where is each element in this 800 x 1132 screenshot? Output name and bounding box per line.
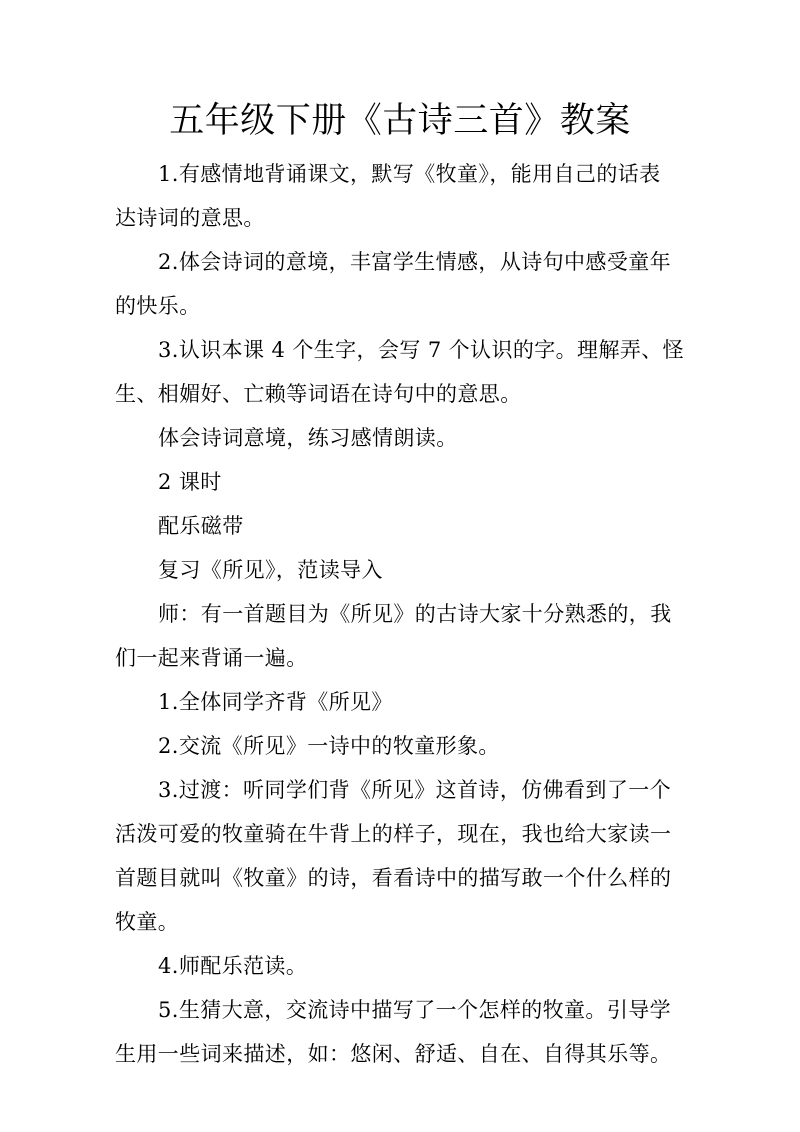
paragraph-objective-2 (115, 240, 685, 328)
paragraph-line: 配乐磁带 (158, 514, 244, 538)
paragraph-line: 牧童。 (115, 910, 180, 934)
document-body (115, 152, 685, 1076)
paragraph-line: 2 课时 (158, 470, 222, 494)
paragraph-step-5 (115, 988, 685, 1076)
paragraph-line: 们一起来背诵一遍。 (115, 646, 308, 670)
paragraph-line: 2.体会诗词的意境，丰富学生情感，从诗句中感受童年 (158, 250, 672, 274)
paragraph-step-1 (115, 680, 685, 724)
paragraph-line: 3.认识本课 4 个生字，会写 7 个认识的字。理解弄、怪 (158, 338, 685, 362)
paragraph-line: 活泼可爱的牧童骑在牛背上的样子，现在，我也给大家读一 (115, 822, 672, 846)
paragraph-line: 首题目就叫《牧童》的诗，看看诗中的描写敢一个什么样的 (115, 866, 672, 890)
paragraph-class-hours (115, 460, 685, 504)
page-title: 五年级下册《古诗三首》教案 (169, 101, 631, 141)
paragraph-step-2 (115, 724, 685, 768)
paragraph-line: 的快乐。 (115, 294, 201, 318)
paragraph-key-point (115, 416, 685, 460)
paragraph-materials (115, 504, 685, 548)
paragraph-line: 3.过渡：听同学们背《所见》这首诗，仿佛看到了一个 (158, 778, 672, 802)
paragraph-line: 1.有感情地背诵课文，默写《牧童》，能用自己的话表 (158, 162, 661, 186)
paragraph-line: 生用一些词来描述，如：悠闲、舒适、自在、自得其乐等。 (115, 1042, 672, 1066)
paragraph-teacher-intro (115, 592, 685, 680)
paragraph-objective-1 (115, 152, 685, 240)
paragraph-line: 5.生猜大意，交流诗中描写了一个怎样的牧童。引导学 (158, 998, 672, 1022)
paragraph-line: 生、相媚好、亡赖等词语在诗句中的意思。 (115, 382, 522, 406)
paragraph-line: 4.师配乐范读。 (158, 954, 308, 978)
paragraph-line: 达诗词的意思。 (115, 206, 265, 230)
paragraph-step-4 (115, 944, 685, 988)
paragraph-line: 复习《所见》，范读导入 (158, 558, 383, 582)
paragraph-objective-3 (115, 328, 685, 416)
paragraph-line: 2.交流《所见》一诗中的牧童形象。 (158, 734, 500, 758)
paragraph-line: 师：有一首题目为《所见》的古诗大家十分熟悉的，我 (158, 602, 672, 626)
paragraph-step-3 (115, 768, 685, 944)
paragraph-step-heading (115, 548, 685, 592)
paragraph-line: 体会诗词意境，练习感情朗读。 (158, 426, 458, 450)
paragraph-line: 1.全体同学齐背《所见》 (158, 690, 393, 714)
